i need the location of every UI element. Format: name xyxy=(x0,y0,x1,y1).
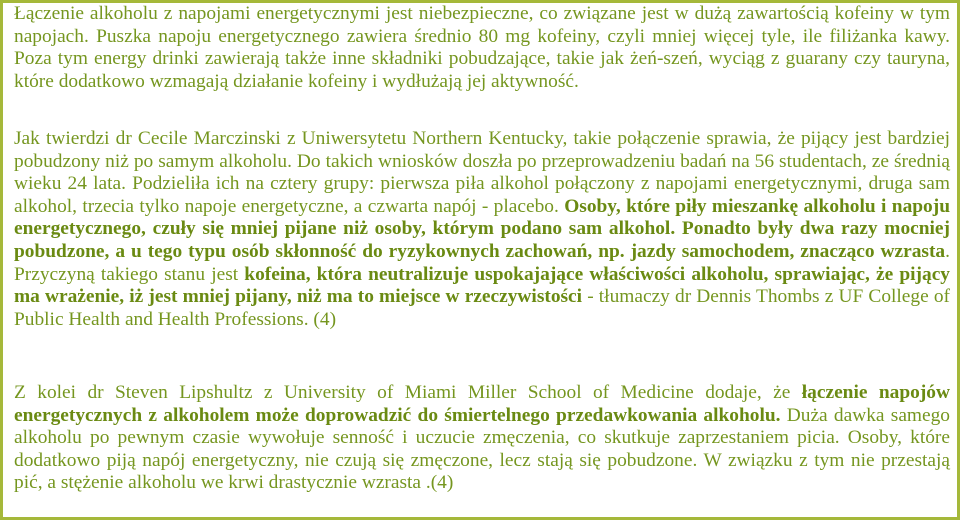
p1-seg-0: Łączenie alkoholu z napojami energetycznymi jest niebezpieczne, co związane jest w dużą zawartością kofeiny w tym napojach. Puszka napoju energetycznego zawiera średnio 80 mg kofeiny, czyli mniej więcej tyle, ile filiżanka kawy. Poza tym energy drinki zawierają także inne składniki pobudzające, takie jak żeń-szeń, wyciąg z guarany czy tauryna, które dodatkowo wzmagają działanie kofeiny i wydłużają jej aktywność. xyxy=(14,3,950,92)
p2-seg-1: Osoby, które piły mieszankę alkoholu i napoju energetycznego, czuły się mniej pijane niż osoby, którym podano sam alkohol. Ponadto były dwa razy mocniej pobudzone, a u tego typu osób skłonność do ryzykownych zachowań, np. jazdy samochodem, znacząco wzrasta xyxy=(14,195,950,262)
p3-seg-2: Duża dawka samego alkoholu po pewnym czasie wywołuje senność i uczucie zmęczenia, co skutkuje zaprzestaniem picia. Osoby, które dodatkowo piją napój energetyczny, nie czują się zmęczone, lecz stają się pobudzone. W związku z tym nie przestają pić, a stężenie alkoholu we krwi drastycznie wzrasta .(4) xyxy=(14,404,950,494)
p2-seg-3: kofeina, która neutralizuje uspokajające właściwości alkoholu, sprawiając, że pijący ma wrażenie, iż jest mniej pijany, niż ma to miejsce w rzeczywistości xyxy=(14,263,951,308)
p2-seg-2: . Przyczyną takiego stanu jest xyxy=(14,240,950,285)
paragraph-3 xyxy=(14,382,950,495)
p2-seg-0: Jak twierdzi dr Cecile Marczinski z Uniwersytetu Northern Kentucky, takie połączenie sprawia, że pijący jest bardziej pobudzony niż po samym alkoholu. Do takich wniosków doszła po przeprowadzeniu badań na 56 studentach, ze średnią wieku 24 lata. Podzieliła ich na cztery grupy: pierwsza piła alkohol połączony z napojami energetycznymi, druga sam alkohol, trzecia tylko napoje energetyczne, a czwarta napój - placebo. xyxy=(14,128,950,217)
p2-seg-4: - tłumaczy dr Dennis Thombs z UF College of Public Health and Health Professions. (4) xyxy=(14,286,950,330)
paragraph-1 xyxy=(14,3,950,93)
p3-seg-0: Z kolei dr Steven Lipshultz z University of Miami Miller School of Medicine dodaje, że xyxy=(14,382,802,403)
paragraph-2 xyxy=(14,128,950,331)
p3-seg-1: łączenie napojów energetycznych z alkoholem może doprowadzić do śmiertelnego przedawkowania alkoholu. xyxy=(14,382,950,426)
